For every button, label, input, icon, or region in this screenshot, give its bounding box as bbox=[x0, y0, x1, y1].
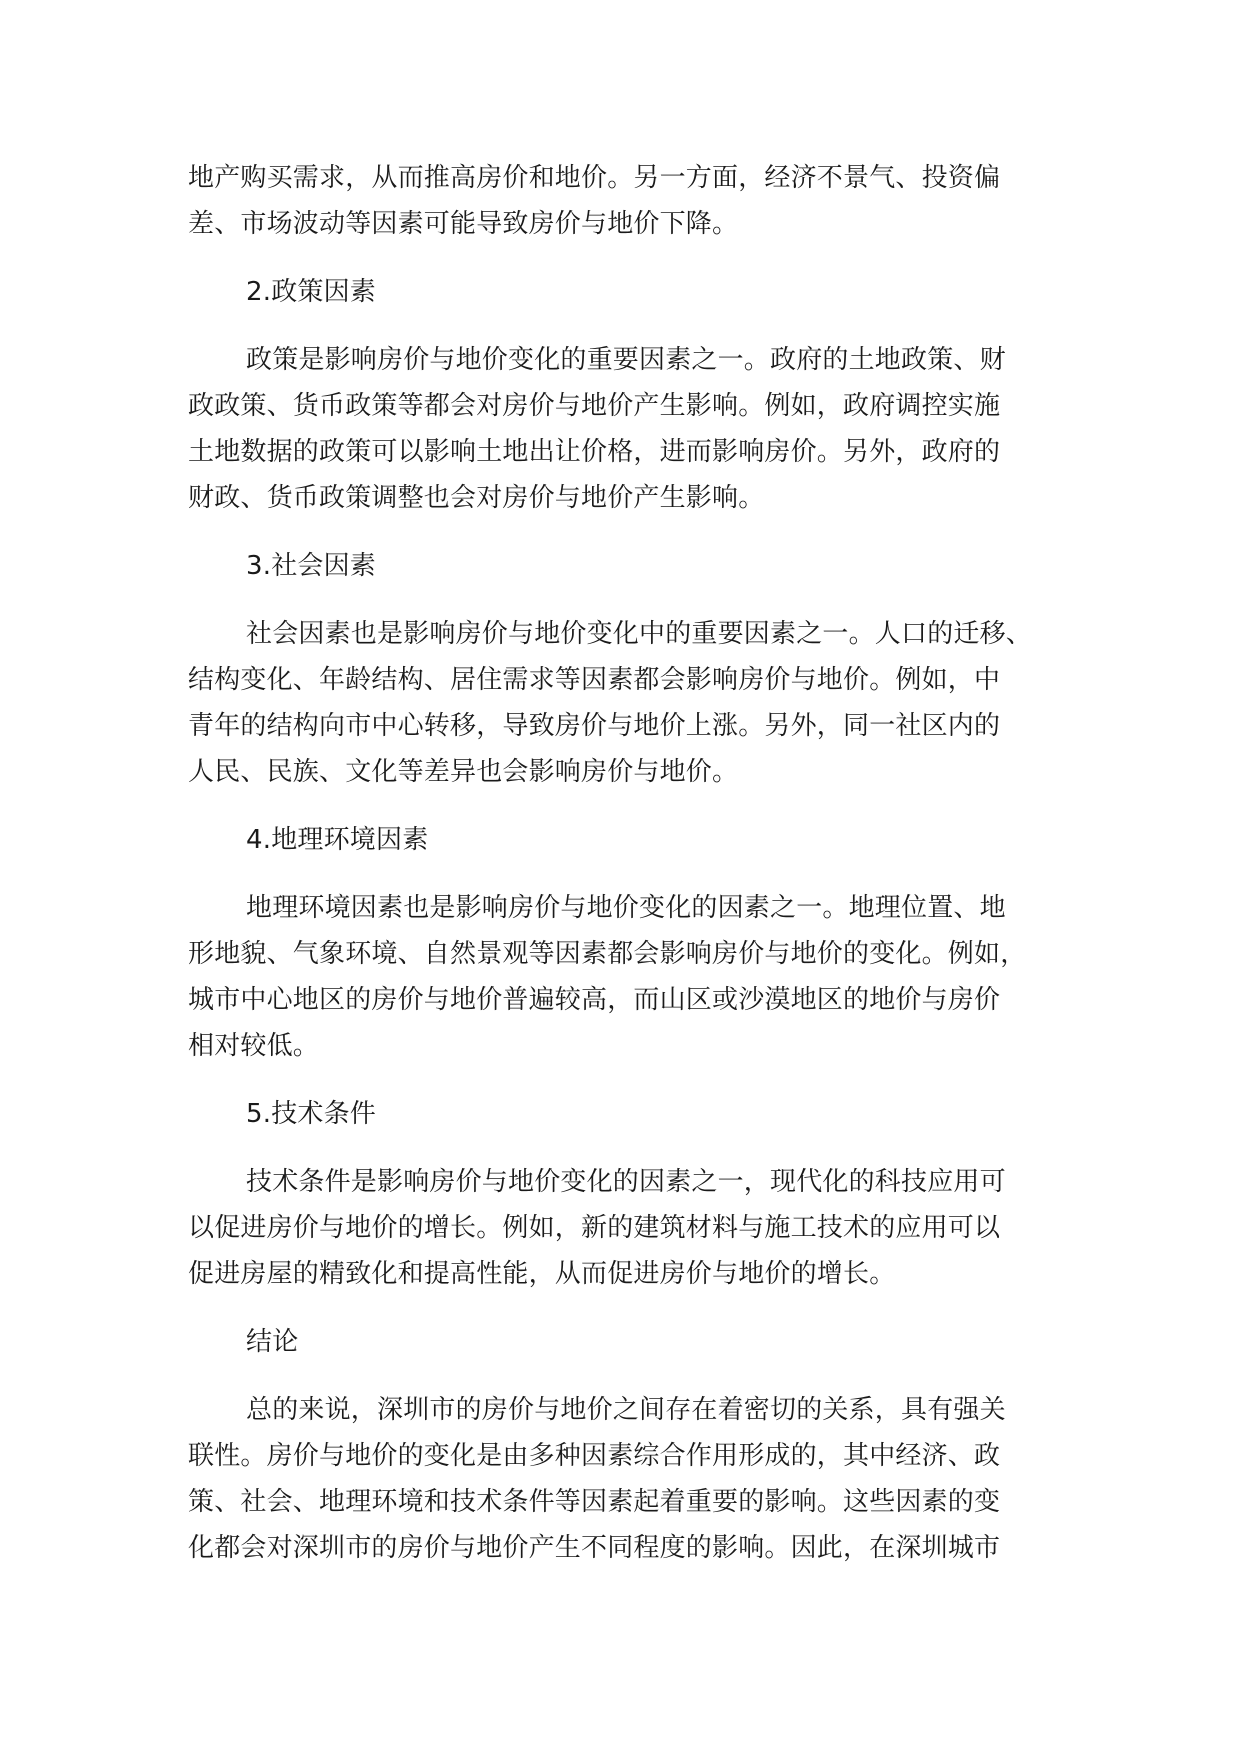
text-line: 城市中心地区的房价与地价普遍较高，而山区或沙漠地区的地价与房价 bbox=[188, 985, 1001, 1015]
text-line: 促进房屋的精致化和提高性能，从而促进房价与地价的增长。 bbox=[188, 1259, 896, 1289]
document-body bbox=[188, 155, 1088, 1571]
section-heading-policy: 2.政策因素 bbox=[246, 277, 377, 307]
paragraph-technology bbox=[188, 1159, 1088, 1297]
text-line: 差、市场波动等因素可能导致房价与地价下降。 bbox=[188, 209, 739, 239]
text-line: 土地数据的政策可以影响土地出让价格，进而影响房价。另外，政府的 bbox=[188, 437, 1001, 467]
section-heading-geography: 4.地理环境因素 bbox=[246, 825, 429, 855]
text-line: 财政、货币政策调整也会对房价与地价产生影响。 bbox=[188, 483, 765, 513]
paragraph-geography bbox=[188, 885, 1088, 1069]
text-line: 形地貌、气象环境、自然景观等因素都会影响房价与地价的变化。例如， bbox=[188, 939, 1027, 969]
paragraph-conclusion bbox=[188, 1387, 1088, 1571]
text-line: 社会因素也是影响房价与地价变化中的重要因素之一。人口的迁移、 bbox=[246, 619, 1033, 649]
text-line: 以促进房价与地价的增长。例如，新的建筑材料与施工技术的应用可以 bbox=[188, 1213, 1001, 1243]
text-line: 总的来说，深圳市的房价与地价之间存在着密切的关系，具有强关 bbox=[246, 1395, 1006, 1425]
text-line: 人民、民族、文化等差异也会影响房价与地价。 bbox=[188, 757, 739, 787]
text-line: 结构变化、年龄结构、居住需求等因素都会影响房价与地价。例如，中 bbox=[188, 665, 1001, 695]
text-line: 技术条件是影响房价与地价变化的因素之一，现代化的科技应用可 bbox=[246, 1167, 1006, 1197]
text-line: 策、社会、地理环境和技术条件等因素起着重要的影响。这些因素的变 bbox=[188, 1487, 1001, 1517]
text-line: 地理环境因素也是影响房价与地价变化的因素之一。地理位置、地 bbox=[246, 893, 1006, 923]
text-line: 联性。房价与地价的变化是由多种因素综合作用形成的，其中经济、政 bbox=[188, 1441, 1001, 1471]
paragraph-social bbox=[188, 611, 1088, 795]
section-heading-conclusion: 结论 bbox=[246, 1327, 299, 1357]
paragraph-economy-continued bbox=[188, 155, 1088, 247]
text-line: 相对较低。 bbox=[188, 1031, 320, 1061]
text-line: 青年的结构向市中心转移，导致房价与地价上涨。另外，同一社区内的 bbox=[188, 711, 1001, 741]
text-line: 地产购买需求，从而推高房价和地价。另一方面，经济不景气、投资偏 bbox=[188, 163, 1001, 193]
text-line: 政政策、货币政策等都会对房价与地价产生影响。例如，政府调控实施 bbox=[188, 391, 1001, 421]
section-heading-social: 3.社会因素 bbox=[246, 551, 377, 581]
text-line: 政策是影响房价与地价变化的重要因素之一。政府的土地政策、财 bbox=[246, 345, 1006, 375]
paragraph-policy bbox=[188, 337, 1088, 521]
text-line: 化都会对深圳市的房价与地价产生不同程度的影响。因此，在深圳城市 bbox=[188, 1533, 1001, 1563]
section-heading-technology: 5.技术条件 bbox=[246, 1099, 377, 1129]
